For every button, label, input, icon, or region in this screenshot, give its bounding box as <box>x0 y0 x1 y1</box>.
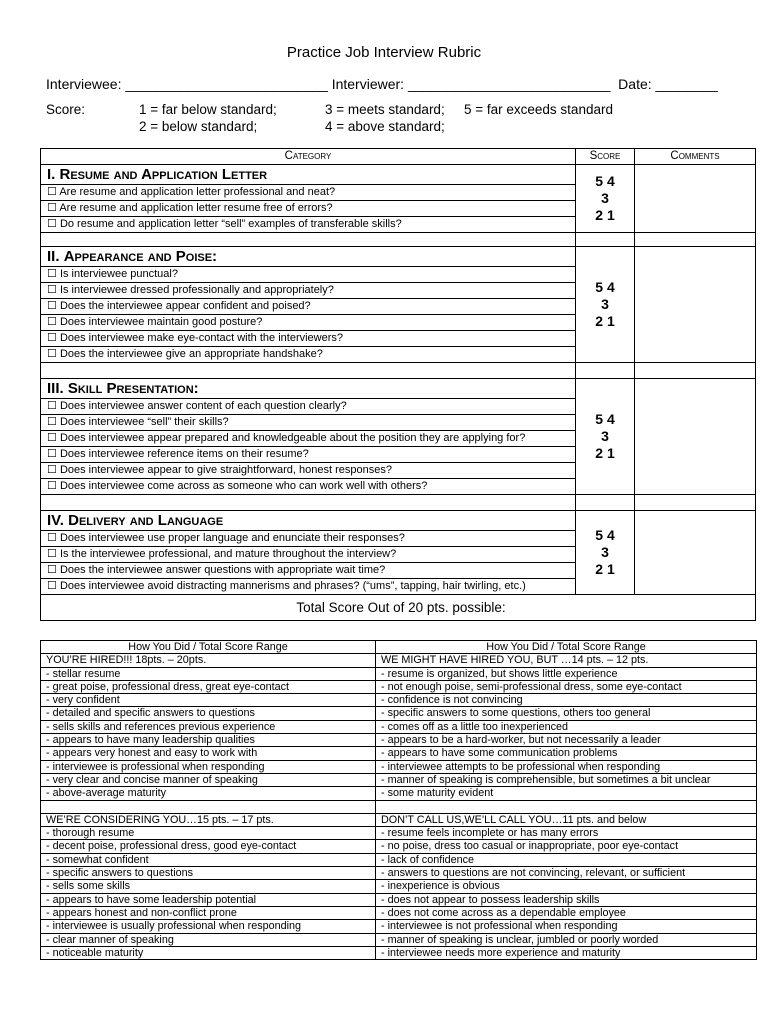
question-text: Is the interviewee professional, and mature throughout the interview? <box>59 548 397 560</box>
result-bullet: - very clear and concise manner of speaking <box>41 773 376 786</box>
question-cell <box>41 563 576 579</box>
section-title-row <box>41 379 756 399</box>
question-text: Do resume and application letter “sell” examples of transferable skills? <box>59 218 402 230</box>
checkbox[interactable]: ☐ <box>47 186 57 198</box>
result-bullet: - appears to have some leadership potential <box>41 893 376 906</box>
score-legend-item: 2 = below standard; <box>139 119 258 134</box>
score-header: Score <box>576 149 635 165</box>
checkbox[interactable]: ☐ <box>47 448 57 460</box>
results-row <box>41 813 757 826</box>
result-bullet: - appears very honest and easy to work with <box>41 747 376 760</box>
results-row <box>41 867 757 880</box>
results-row <box>41 880 757 893</box>
results-row <box>41 641 757 654</box>
score-options: 2 1 <box>595 313 615 329</box>
results-row <box>41 667 757 680</box>
result-bullet: - decent poise, professional dress, good eye-contact <box>41 840 376 853</box>
checkbox[interactable]: ☐ <box>47 268 57 280</box>
result-bullet: - appears to be a hard-worker, but not necessarily a leader <box>376 734 757 747</box>
result-tier-title: YOU’RE HIRED!!! 18pts. – 20pts. <box>41 654 376 667</box>
result-bullet: - appears to have many leadership qualities <box>41 734 376 747</box>
score-options: 5 4 <box>595 411 615 427</box>
question-cell <box>41 185 576 201</box>
comments-cell[interactable] <box>635 511 756 595</box>
score-options: 3 <box>601 544 609 560</box>
result-bullet: - detailed and specific answers to questions <box>41 707 376 720</box>
results-row <box>41 827 757 840</box>
result-bullet: - very confident <box>41 694 376 707</box>
question-text: Are resume and application letter professional and neat? <box>59 186 336 198</box>
section-name: Skill Presentation: <box>67 380 199 397</box>
result-bullet: - interviewee needs more experience and maturity <box>376 946 757 959</box>
results-row <box>41 694 757 707</box>
results-row <box>41 787 757 800</box>
results-header: How You Did / Total Score Range <box>376 641 757 654</box>
results-row <box>41 747 757 760</box>
results-row <box>41 853 757 866</box>
result-bullet: - interviewee is usually professional when responding <box>41 920 376 933</box>
question-cell <box>41 399 576 415</box>
result-bullet: - appears to have some communication problems <box>376 747 757 760</box>
section-title <box>41 511 576 531</box>
section-title-row <box>41 511 756 531</box>
results-spacer <box>41 800 376 813</box>
spacer-row <box>41 233 756 247</box>
result-tier-title: DON’T CALL US,WE’LL CALL YOU…11 pts. and below <box>376 813 757 826</box>
question-text: Does interviewee appear to give straightforward, honest responses? <box>59 464 392 476</box>
spacer-cell <box>41 233 576 247</box>
rubric-table <box>40 148 756 621</box>
question-cell <box>41 299 576 315</box>
score-options: 5 4 <box>595 173 615 189</box>
result-bullet: - clear manner of speaking <box>41 933 376 946</box>
score-choices[interactable] <box>576 247 635 363</box>
spacer-cell <box>576 233 635 247</box>
checkbox[interactable]: ☐ <box>47 348 57 360</box>
result-bullet: - resume is organized, but shows little experience <box>376 667 757 680</box>
result-bullet: - no poise, dress too casual or inappropriate, poor eye-contact <box>376 840 757 853</box>
spacer-cell <box>635 363 756 379</box>
checkbox[interactable]: ☐ <box>47 284 57 296</box>
result-bullet: - answers to questions are not convincing, relevant, or sufficient <box>376 867 757 880</box>
score-legend-item: 1 = far below standard; <box>139 102 277 117</box>
question-cell <box>41 547 576 563</box>
results-row <box>41 920 757 933</box>
result-bullet: - some maturity evident <box>376 787 757 800</box>
question-text: Does interviewee answer content of each question clearly? <box>59 400 347 412</box>
question-cell <box>41 447 576 463</box>
question-cell <box>41 579 576 595</box>
question-text: Does interviewee avoid distracting mannerisms and phrases? (“ums”, tapping, hair twirling, etc.) <box>59 580 526 592</box>
checkbox[interactable]: ☐ <box>47 464 57 476</box>
question-cell <box>41 315 576 331</box>
result-bullet: - sells some skills <box>41 880 376 893</box>
result-bullet: - does not appear to possess leadership skills <box>376 893 757 906</box>
result-bullet: - manner of speaking is unclear, jumbled or poorly worded <box>376 933 757 946</box>
result-tier-title: WE’RE CONSIDERING YOU…15 pts. – 17 pts. <box>41 813 376 826</box>
checkbox[interactable]: ☐ <box>47 218 57 230</box>
section-title-row <box>41 247 756 267</box>
checkbox[interactable]: ☐ <box>47 480 57 492</box>
results-row <box>41 773 757 786</box>
checkbox[interactable]: ☐ <box>47 332 57 344</box>
results-row <box>41 840 757 853</box>
comments-cell[interactable] <box>635 247 756 363</box>
question-cell <box>41 479 576 495</box>
results-row <box>41 720 757 733</box>
section-title <box>41 165 576 185</box>
score-options: 2 1 <box>595 445 615 461</box>
result-bullet: - sells skills and references previous experience <box>41 720 376 733</box>
result-bullet: - noticeable maturity <box>41 946 376 959</box>
result-bullet: - above-average maturity <box>41 787 376 800</box>
checkbox[interactable]: ☐ <box>47 432 57 444</box>
score-legend-item: 4 = above standard; <box>325 119 445 134</box>
results-row <box>41 654 757 667</box>
comments-header: Comments <box>635 149 756 165</box>
interviewee-interviewer-date-line: Interviewee: __________________________ Interviewer: __________________________ Date: ________ <box>46 76 718 92</box>
result-bullet: - interviewee is professional when responding <box>41 760 376 773</box>
result-bullet: - comes off as a little too inexperienced <box>376 720 757 733</box>
result-bullet: - lack of confidence <box>376 853 757 866</box>
section-numeral: IV. <box>47 512 64 529</box>
result-bullet: - inexperience is obvious <box>376 880 757 893</box>
checkbox[interactable]: ☐ <box>47 300 57 312</box>
score-choices[interactable] <box>576 379 635 495</box>
results-row <box>41 800 757 813</box>
score-legend-label: Score: <box>46 102 86 117</box>
section-numeral: III. <box>47 380 64 397</box>
result-bullet: - not enough poise, semi-professional dress, some eye-contact <box>376 680 757 693</box>
question-text: Is interviewee punctual? <box>59 268 178 280</box>
question-text: Does interviewee appear prepared and knowledgeable about the position they are applying for? <box>59 432 526 444</box>
checkbox[interactable]: ☐ <box>47 564 57 576</box>
results-spacer <box>376 800 757 813</box>
result-bullet: - specific answers to questions <box>41 867 376 880</box>
result-bullet: - confidence is not convincing <box>376 694 757 707</box>
question-text: Does interviewee make eye-contact with the interviewers? <box>59 332 344 344</box>
result-bullet: - manner of speaking is comprehensible, but sometimes a bit unclear <box>376 773 757 786</box>
total-score-label: Total Score Out of 20 pts. possible: <box>41 595 756 621</box>
question-cell <box>41 463 576 479</box>
comments-cell[interactable] <box>635 379 756 495</box>
results-row <box>41 946 757 959</box>
results-row <box>41 933 757 946</box>
score-legend-item: 3 = meets standard; <box>325 102 445 117</box>
results-header: How You Did / Total Score Range <box>41 641 376 654</box>
section-title <box>41 379 576 399</box>
checkbox[interactable]: ☐ <box>47 532 57 544</box>
rubric-header-row <box>41 149 756 165</box>
section-name: Delivery and Language <box>68 512 224 529</box>
question-text: Are resume and application letter resume free of errors? <box>59 202 333 214</box>
result-bullet: - does not come across as a dependable employee <box>376 906 757 919</box>
section-title-row <box>41 165 756 185</box>
score-choices[interactable] <box>576 165 635 233</box>
question-cell <box>41 347 576 363</box>
question-cell <box>41 415 576 431</box>
result-bullet: - interviewee is not professional when responding <box>376 920 757 933</box>
section-numeral: I. <box>47 166 56 183</box>
score-results-table <box>40 640 757 960</box>
question-cell <box>41 267 576 283</box>
result-bullet: - interviewee attempts to be professional when responding <box>376 760 757 773</box>
question-text: Does interviewee “sell” their skills? <box>59 416 229 428</box>
checkbox[interactable]: ☐ <box>47 580 57 592</box>
score-options: 5 4 <box>595 527 615 543</box>
results-row <box>41 680 757 693</box>
score-options: 3 <box>601 428 609 444</box>
result-bullet: - appears honest and non-conflict prone <box>41 906 376 919</box>
result-bullet: - somewhat confident <box>41 853 376 866</box>
score-options: 3 <box>601 190 609 206</box>
result-bullet: - great poise, professional dress, great eye-contact <box>41 680 376 693</box>
spacer-cell <box>41 363 576 379</box>
score-choices[interactable] <box>576 511 635 595</box>
question-text: Does interviewee use proper language and enunciate their responses? <box>59 532 405 544</box>
checkbox[interactable]: ☐ <box>47 416 57 428</box>
category-header: Category <box>41 149 576 165</box>
results-row <box>41 893 757 906</box>
result-bullet: - thorough resume <box>41 827 376 840</box>
results-row <box>41 906 757 919</box>
comments-cell[interactable] <box>635 165 756 233</box>
question-text: Does interviewee reference items on their resume? <box>59 448 309 460</box>
page-title: Practice Job Interview Rubric <box>286 44 482 61</box>
score-options: 3 <box>601 296 609 312</box>
score-options: 2 1 <box>595 561 615 577</box>
question-cell <box>41 201 576 217</box>
spacer-cell <box>41 495 576 511</box>
spacer-cell <box>635 233 756 247</box>
question-text: Does the interviewee appear confident and poised? <box>59 300 311 312</box>
results-row <box>41 734 757 747</box>
total-row <box>41 595 756 621</box>
spacer-row <box>41 495 756 511</box>
question-cell <box>41 331 576 347</box>
question-text: Does interviewee maintain good posture? <box>59 316 263 328</box>
question-text: Does the interviewee give an appropriate handshake? <box>59 348 323 360</box>
result-bullet: - resume feels incomplete or has many errors <box>376 827 757 840</box>
question-text: Does the interviewee answer questions with appropriate wait time? <box>59 564 386 576</box>
spacer-cell <box>635 495 756 511</box>
section-numeral: II. <box>47 248 60 265</box>
checkbox[interactable]: ☐ <box>47 548 57 560</box>
question-text: Is interviewee dressed professionally and appropriately? <box>59 284 334 296</box>
result-tier-title: WE MIGHT HAVE HIRED YOU, BUT …14 pts. – 12 pts. <box>376 654 757 667</box>
section-name: Resume and Application Letter <box>59 166 268 183</box>
results-row <box>41 760 757 773</box>
section-title <box>41 247 576 267</box>
checkbox[interactable]: ☐ <box>47 202 57 214</box>
checkbox[interactable]: ☐ <box>47 400 57 412</box>
question-cell <box>41 431 576 447</box>
score-legend-item: 5 = far exceeds standard <box>464 102 613 117</box>
score-options: 5 4 <box>595 279 615 295</box>
results-row <box>41 707 757 720</box>
spacer-row <box>41 363 756 379</box>
checkbox[interactable]: ☐ <box>47 316 57 328</box>
result-bullet: - stellar resume <box>41 667 376 680</box>
score-options: 2 1 <box>595 207 615 223</box>
spacer-cell <box>576 363 635 379</box>
question-cell <box>41 283 576 299</box>
question-cell <box>41 217 576 233</box>
question-cell <box>41 531 576 547</box>
spacer-cell <box>576 495 635 511</box>
section-name: Appearance and Poise: <box>63 248 218 265</box>
question-text: Does interviewee come across as someone who can work well with others? <box>59 480 428 492</box>
result-bullet: - specific answers to some questions, others too general <box>376 707 757 720</box>
